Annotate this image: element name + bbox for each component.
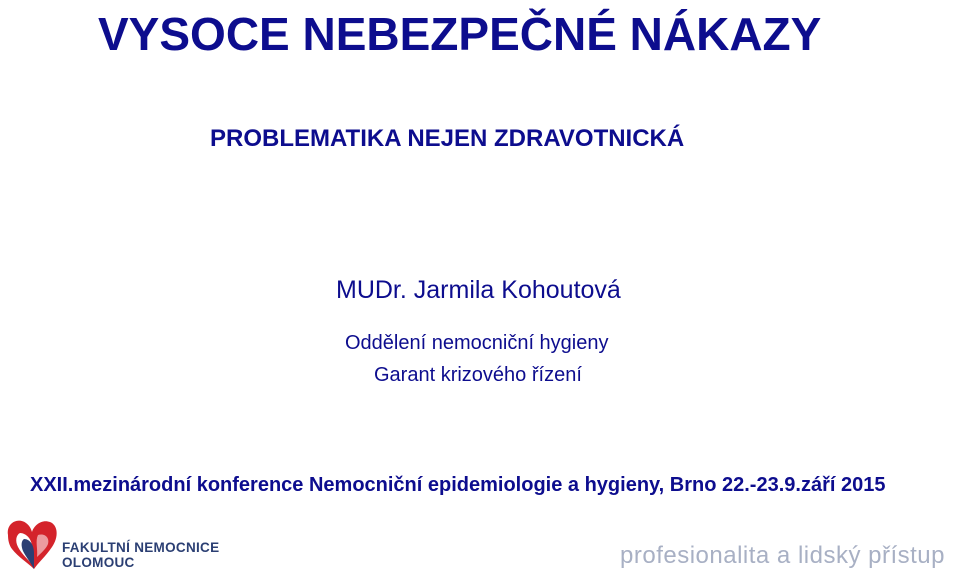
slide-subtitle: PROBLEMATIKA NEJEN ZDRAVOTNICKÁ <box>210 125 685 152</box>
department-line-1: Oddělení nemocniční hygieny <box>345 332 609 354</box>
department-line-2: Garant krizového řízení <box>374 364 582 386</box>
logo-text-line-1: FAKULTNÍ NEMOCNICE <box>62 540 220 555</box>
hospital-logo-icon <box>4 513 60 571</box>
slide-title: VYSOCE NEBEZPEČNÉ NÁKAZY <box>98 8 822 60</box>
conference-line: XXII.mezinárodní konference Nemocniční epidemiologie a hygieny, Brno 22.-23.9.září 2015 <box>30 474 886 496</box>
author-name: MUDr. Jarmila Kohoutová <box>336 276 621 304</box>
logo-text-line-2: OLOMOUC <box>62 555 135 570</box>
slogan: profesionalita a lidský přístup <box>620 542 945 569</box>
